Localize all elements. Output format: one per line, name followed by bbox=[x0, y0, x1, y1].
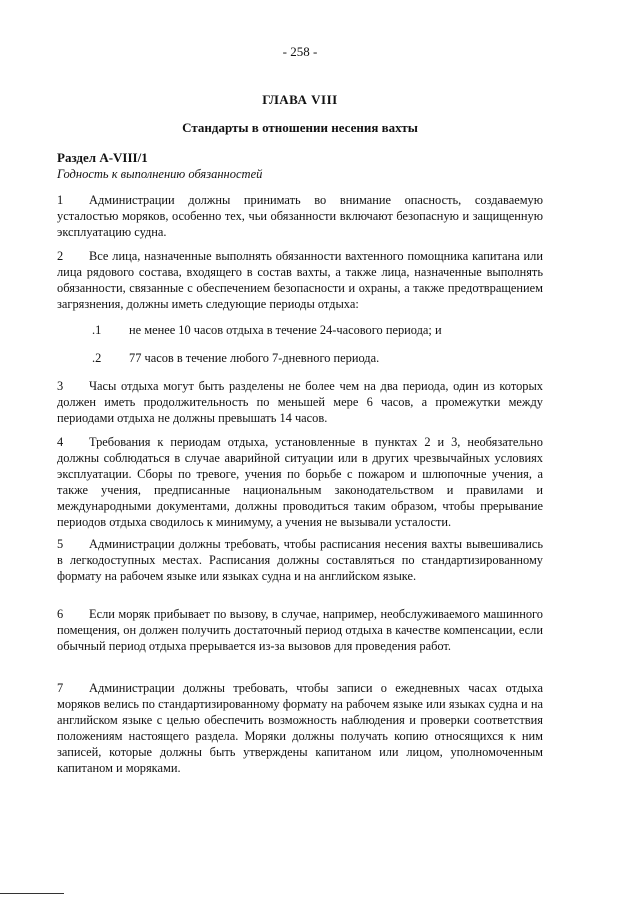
chapter-subtitle: Стандарты в отношении несения вахты bbox=[182, 120, 418, 135]
paragraph-number: 6 bbox=[57, 607, 64, 621]
paragraph-7 bbox=[57, 680, 543, 776]
paragraph-text: Администрации должны требовать, чтобы записи о ежедневных часах отдыха моряков велись по стандартизированному формату на рабочем языке или языках судна и на английском языке с целью обеспечить возможность наблюдения и проверки соответствия положениям настоящего раздела. Моряки должны получать копию относящихся к ним записей, которые должны быть утверждены капитаном или лицом, уполномоченным капитаном и моряками. bbox=[57, 681, 543, 775]
paragraph-text: Требования к периодам отдыха, установленные в пунктах 2 и 3, необязательно должны соблюдаться в случае аварийной ситуации или в других чрезвычайных условиях эксплуатации. Сборы по тревоге, учения по борьбе с пожаром и шлюпочные учения, а также учения, предписанные национальным законодательством и правилами и международными документами, должны проводиться таким образом, чтобы прерывание периодов отдыха сводилось к минимуму, а учения не вызывали усталости. bbox=[57, 435, 543, 529]
paragraph-number: 7 bbox=[57, 681, 64, 695]
section-subheading: Годность к выполнению обязанностей bbox=[57, 167, 263, 181]
footer-rule bbox=[0, 893, 64, 894]
sub-item-text: 77 часов в течение любого 7-дневного периода. bbox=[129, 351, 380, 365]
sub-item-marker: .2 bbox=[92, 351, 102, 365]
paragraph-5 bbox=[57, 536, 543, 584]
section-heading: Раздел A-VIII/1 bbox=[57, 150, 148, 165]
chapter-title: ГЛАВА VIII bbox=[262, 92, 338, 107]
paragraph-text: Все лица, назначенные выполнять обязанности вахтенного помощника капитана или лица рядового состава, входящего в состав вахты, а также лица, назначенные выполнять обязанности, связанные с обеспечением безопасности и охраны, а также предотвращением загрязнения, должны иметь следующие периоды отдыха: bbox=[57, 249, 543, 311]
sub-item-1 bbox=[92, 322, 442, 338]
paragraph-text: Часы отдыха могут быть разделены не более чем на два периода, один из которых должен иметь продолжительность по меньшей мере 6 часов, а промежутки между периодами отдыха не должны превышать 14 часов. bbox=[57, 379, 543, 425]
sub-item-2 bbox=[92, 350, 379, 366]
sub-item-marker: .1 bbox=[92, 323, 102, 337]
paragraph-1 bbox=[57, 192, 543, 240]
paragraph-2 bbox=[57, 248, 543, 312]
paragraph-3 bbox=[57, 378, 543, 426]
paragraph-4 bbox=[57, 434, 543, 530]
paragraph-text: Если моряк прибывает по вызову, в случае, например, необслуживаемого машинного помещения, он должен получить достаточный период отдыха в качестве компенсации, если обычный период отдыха прерывается из-за вызовов для проведения работ. bbox=[57, 607, 543, 653]
sub-item-text: не менее 10 часов отдыха в течение 24-часового периода; и bbox=[129, 323, 442, 337]
paragraph-text: Администрации должны требовать, чтобы расписания несения вахты вывешивались в легкодоступных местах. Расписания должны составляться по стандартизированному формату на рабочем языке или языках судна и на английском языке. bbox=[57, 537, 543, 583]
paragraph-number: 1 bbox=[57, 193, 64, 207]
paragraph-number: 3 bbox=[57, 379, 64, 393]
paragraph-text: Администрации должны принимать во внимание опасность, создаваемую усталостью моряков, особенно тех, чьи обязанности включают безопасную и защищенную эксплуатацию судна. bbox=[57, 193, 543, 239]
paragraph-number: 5 bbox=[57, 537, 64, 551]
paragraph-6 bbox=[57, 606, 543, 654]
paragraph-number: 4 bbox=[57, 435, 64, 449]
page-number: - 258 - bbox=[282, 44, 318, 59]
paragraph-number: 2 bbox=[57, 249, 64, 263]
